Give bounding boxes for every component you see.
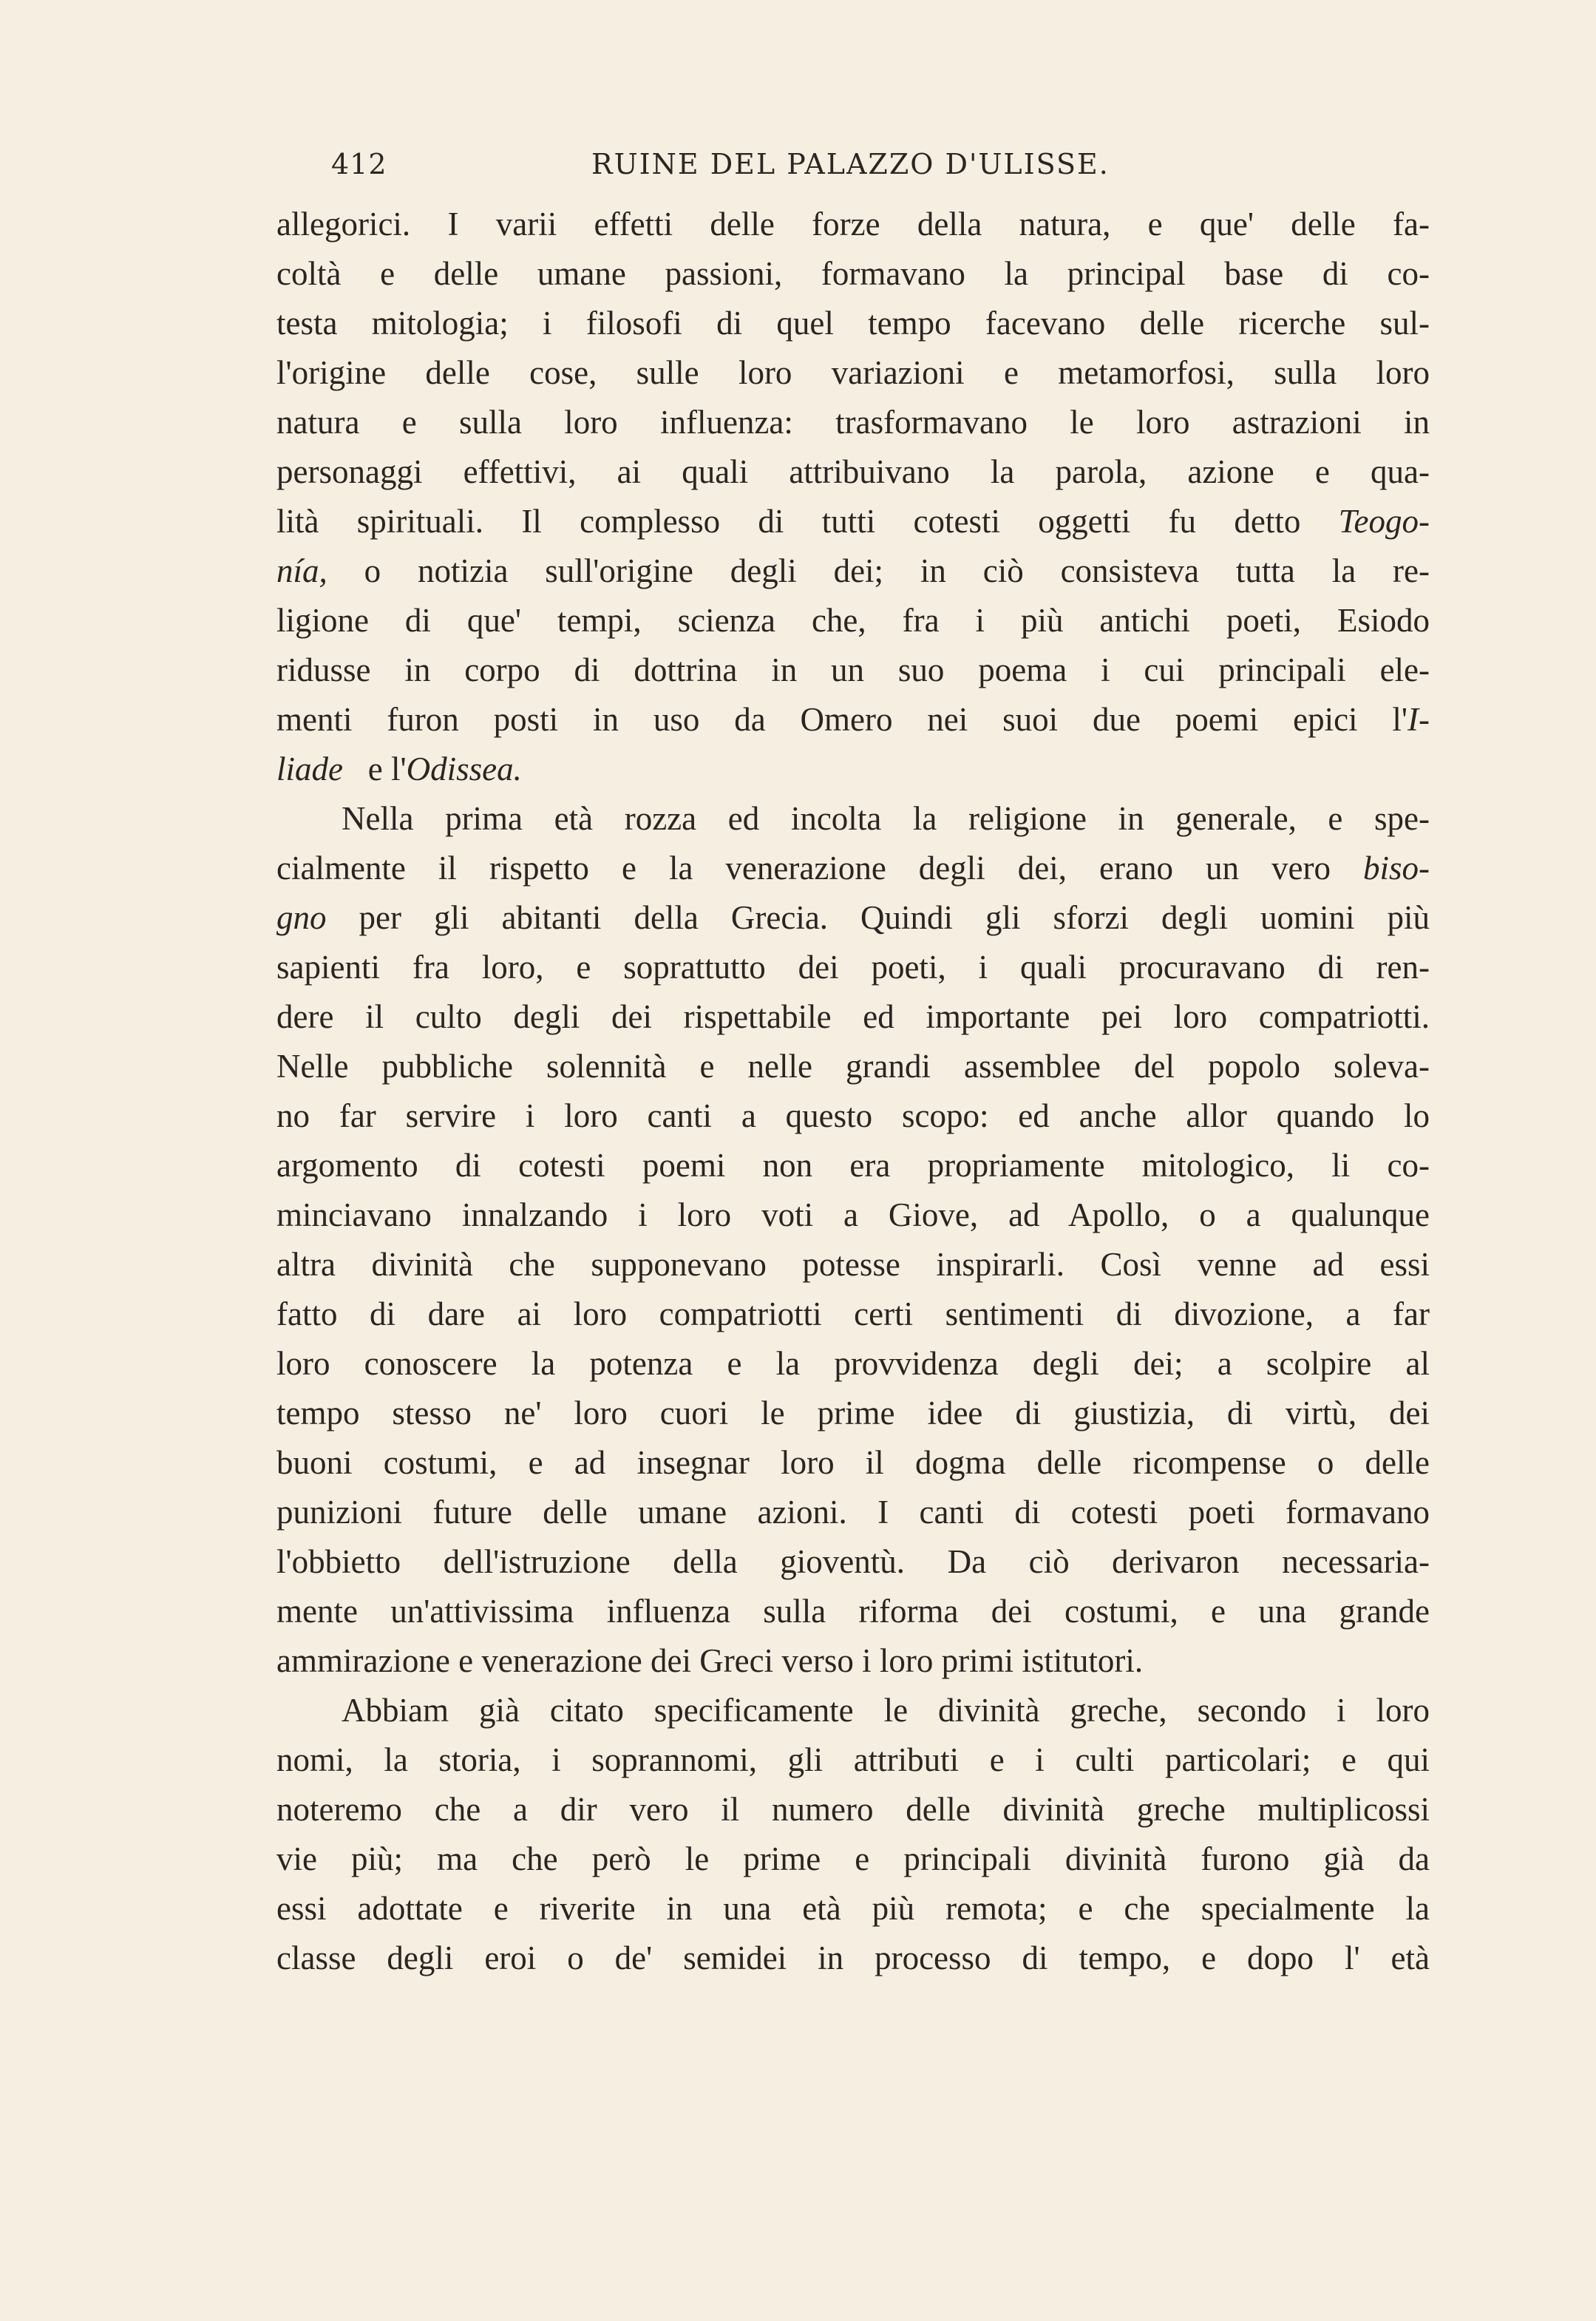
text-line: Nella prima età rozza ed incolta la religione in generale, e spe- [342, 800, 1430, 837]
text-line: nomi, la storia, i soprannomi, gli attributi e i culti particolari; e qui [276, 1741, 1430, 1778]
italic-word: biso- [1363, 850, 1430, 887]
italic-word: gno [276, 899, 327, 936]
text-line: loro conoscere la potenza e la provvidenza degli dei; a scolpire al [276, 1345, 1430, 1382]
text-run: cialmente il rispetto e la venerazione degli dei, erano un vero [276, 850, 1331, 887]
italic-word: I- [1407, 701, 1430, 738]
text-line: dere il culto degli dei rispettabile ed importante pei loro compatriotti. [276, 998, 1430, 1035]
body-text [276, 200, 1430, 1983]
text-line: mente un'attivissima influenza sulla riforma dei costumi, e una grande [276, 1593, 1430, 1630]
text-run: per gli abitanti della Grecia. Quindi gli sforzi degli uomini più [359, 899, 1430, 936]
text-line: minciavano innalzando i loro voti a Giove, ad Apollo, o a qualunque [276, 1196, 1430, 1233]
text-line: ammirazione e venerazione dei Greci verso i loro primi istitutori. [276, 1642, 1144, 1679]
text-line: Abbiam già citato specificamente le divinità greche, secondo i loro [342, 1692, 1430, 1729]
running-title: RUINE DEL PALAZZO D'ULISSE. [591, 148, 1110, 180]
text-line: personaggi effettivi, ai quali attribuivano la parola, azione e qua- [276, 453, 1430, 490]
italic-word: nía, [276, 552, 327, 589]
text-line: classe degli eroi o de' semidei in processo di tempo, e dopo l' età [276, 1939, 1430, 1976]
text-line: testa mitologia; i filosofi di quel tempo facevano delle ricerche sul- [276, 305, 1430, 342]
italic-word: Odissea. [406, 750, 522, 787]
text-line: allegorici. I varii effetti delle forze della natura, e que' delle fa- [276, 206, 1430, 243]
text-line: tempo stesso ne' loro cuori le prime idee di giustizia, di virtù, dei [276, 1395, 1430, 1431]
text-run: menti furon posti in uso da Omero nei suoi due poemi epici l' [276, 701, 1408, 738]
text-line [276, 546, 1430, 596]
text-line [276, 745, 1430, 794]
text-line: noteremo che a dir vero il numero delle divinità greche multiplicossi [276, 1791, 1430, 1828]
text-line: vie più; ma che però le prime e principali divinità furono già da [276, 1840, 1430, 1877]
paragraph-1 [276, 200, 1430, 794]
text-line: l'obbietto dell'istruzione della gioventù. Da ciò derivaron necessaria- [276, 1543, 1430, 1580]
text-line: punizioni future delle umane azioni. I canti di cotesti poeti formavano [276, 1494, 1430, 1531]
text-line: fatto di dare ai loro compatriotti certi sentimenti di divozione, a far [276, 1295, 1430, 1332]
text-line [276, 497, 1430, 546]
text-line [276, 695, 1430, 745]
text-line: altra divinità che supponevano potesse inspirarli. Così venne ad essi [276, 1246, 1430, 1283]
text-line: Nelle pubbliche solennità e nelle grandi assemblee del popolo soleva- [276, 1048, 1430, 1085]
page-header [276, 148, 1430, 192]
italic-word: Teogo- [1338, 503, 1430, 540]
text-line [276, 844, 1430, 893]
paragraph-3 [276, 1686, 1430, 1983]
page-number: 412 [331, 148, 387, 180]
text-line: natura e sulla loro influenza: trasformavano le loro astrazioni in [276, 404, 1430, 441]
text-line: essi adottate e riverite in una età più remota; e che specialmente la [276, 1890, 1430, 1927]
text-run: o notizia sull'origine degli dei; in ciò consisteva tutta la re- [364, 552, 1430, 589]
text-line: argomento di cotesti poemi non era propriamente mitologico, li co- [276, 1147, 1430, 1184]
text-line: coltà e delle umane passioni, formavano la principal base di co- [276, 255, 1430, 292]
text-line: ridusse in corpo di dottrina in un suo poema i cui principali ele- [276, 651, 1430, 688]
text-line [276, 893, 1430, 943]
text-line: no far servire i loro canti a questo scopo: ed anche allor quando lo [276, 1097, 1430, 1134]
paragraph-2 [276, 794, 1430, 1686]
text-line: buoni costumi, e ad insegnar loro il dogma delle ricompense o delle [276, 1444, 1430, 1481]
italic-word: liade [276, 750, 343, 787]
text-line: ligione di que' tempi, scienza che, fra i più antichi poeti, Esiodo [276, 602, 1430, 639]
text-run: e l' [367, 750, 407, 787]
text-line: l'origine delle cose, sulle loro variazioni e metamorfosi, sulla loro [276, 354, 1430, 391]
text-run: lità spirituali. Il complesso di tutti cotesti oggetti fu detto [276, 503, 1301, 540]
text-line: sapienti fra loro, e soprattutto dei poeti, i quali procuravano di ren- [276, 949, 1430, 986]
